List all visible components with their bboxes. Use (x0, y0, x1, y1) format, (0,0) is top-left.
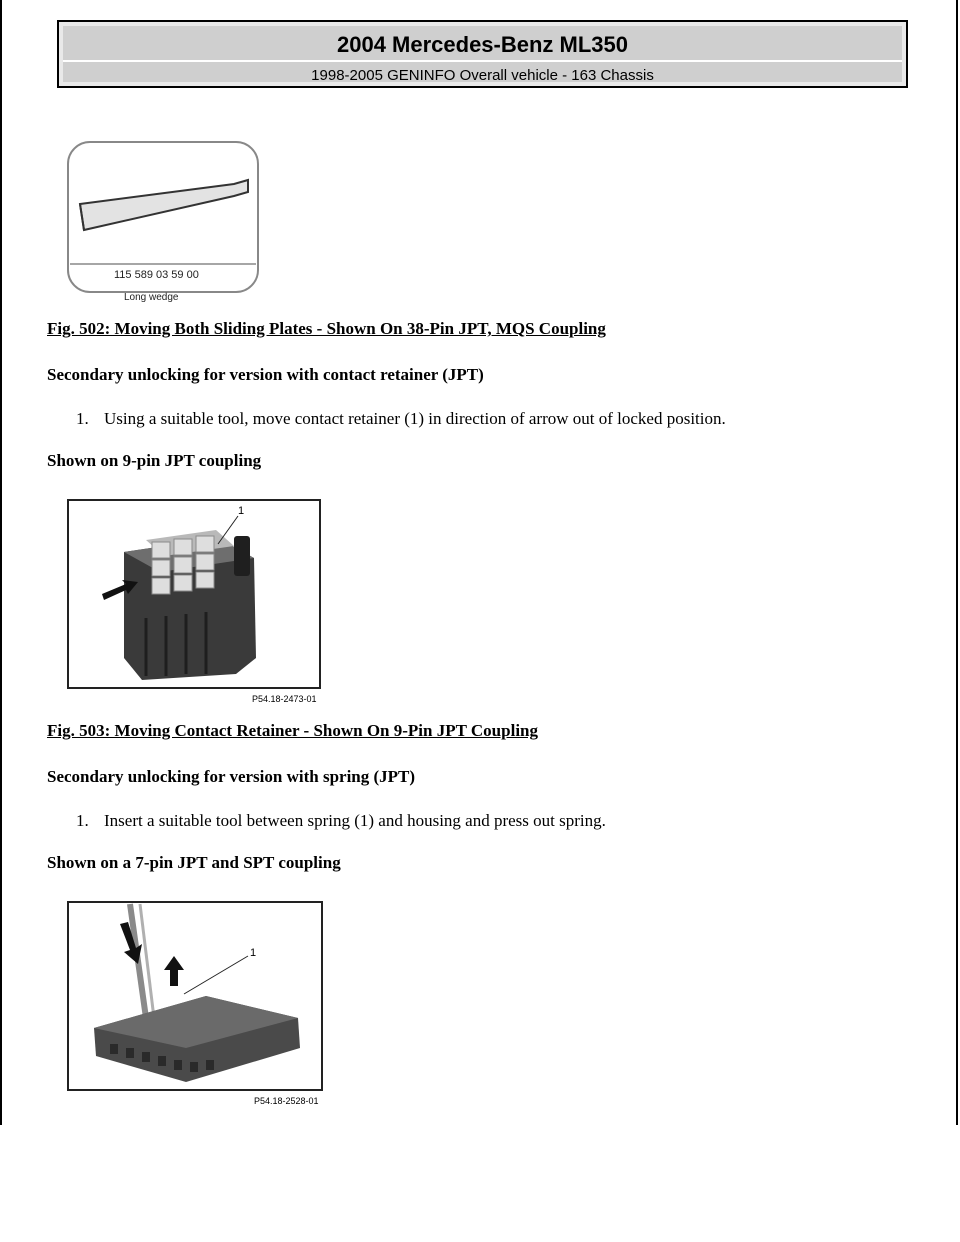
figure-reference-code: P54.18-2473-01 (252, 694, 317, 704)
callout-number: 1 (250, 947, 257, 959)
long-wedge-figure (62, 140, 262, 305)
spring-heading: Secondary unlocking for version with spring (JPT) (47, 767, 416, 786)
tool-name-label: Long wedge (124, 292, 179, 303)
figure-reference-code: P54.18-2528-01 (254, 1096, 319, 1106)
header-title: 2004 Mercedes-Benz ML350 (336, 32, 629, 57)
step-number: 1. (76, 409, 89, 428)
header-subtitle: 1998-2005 GENINFO Overall vehicle - 163 Chassis (311, 67, 654, 84)
fig-502-caption: Fig. 502: Moving Both Sliding Plates - Shown On 38-Pin JPT, MQS Coupling (47, 319, 606, 338)
contact-retainer-step (76, 409, 726, 429)
spring-shown-on: Shown on a 7-pin JPT and SPT coupling (47, 853, 341, 872)
spring-step (76, 811, 606, 831)
contact-retainer-heading: Secondary unlocking for version with contact retainer (JPT) (47, 365, 484, 384)
page-header (57, 20, 908, 88)
seven-pin-coupling-figure (66, 900, 326, 1110)
step-number: 1. (76, 811, 89, 830)
nine-pin-coupling-figure (66, 498, 322, 708)
step-text: Insert a suitable tool between spring (1) and housing and press out spring. (104, 811, 606, 830)
step-text: Using a suitable tool, move contact retainer (1) in direction of arrow out of locked position. (104, 409, 726, 428)
fig-503-caption: Fig. 503: Moving Contact Retainer - Shown On 9-Pin JPT Coupling (47, 721, 538, 740)
tool-part-number: 115 589 03 59 00 (114, 269, 199, 281)
callout-number: 1 (238, 505, 245, 517)
contact-retainer-shown-on: Shown on 9-pin JPT coupling (47, 451, 262, 470)
